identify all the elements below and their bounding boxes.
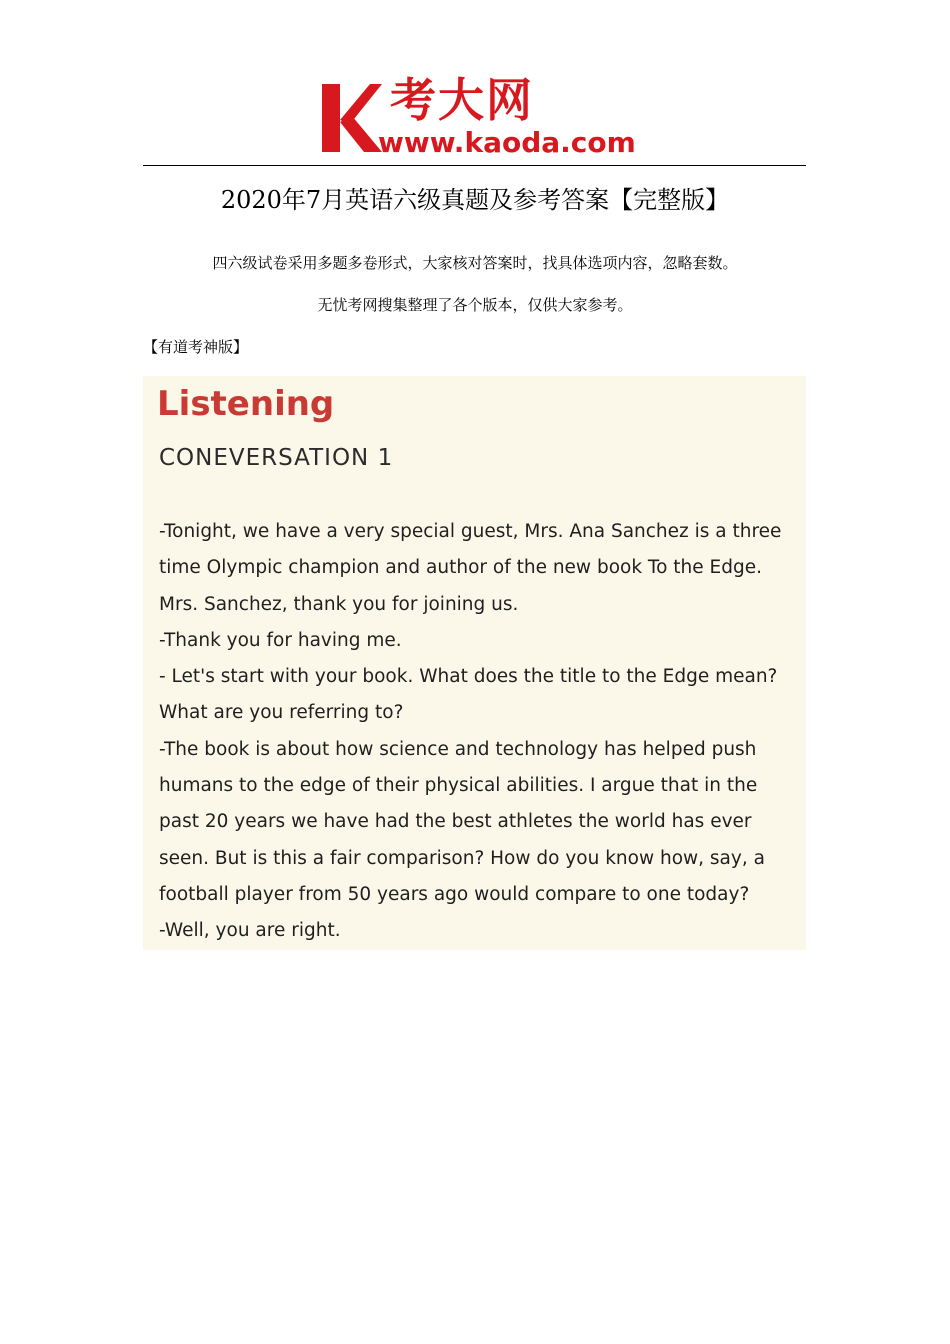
transcript-line: seen. But is this a fair comparison? How do you know how, say, a bbox=[159, 847, 765, 869]
transcript-line: humans to the edge of their physical abilities. I argue that in the bbox=[159, 775, 758, 797]
logo-k-mark-icon bbox=[320, 82, 382, 154]
transcript-line: -Thank you for having me. bbox=[159, 629, 402, 651]
transcript-text bbox=[159, 514, 799, 950]
note-sources: 无忧考网搜集整理了各个版本，仅供大家参考。 bbox=[317, 296, 633, 314]
transcript-line: past 20 years we have had the best athletes the world has ever bbox=[159, 811, 752, 833]
version-label: 【有道考神版】 bbox=[143, 338, 249, 356]
logo-url-text: www.kaoda.com bbox=[378, 126, 636, 159]
listening-transcript-panel bbox=[143, 376, 806, 950]
transcript-line: football player from 50 years ago would compare to one today? bbox=[159, 883, 750, 905]
page-title: 2020年7月英语六级真题及参考答案【完整版】 bbox=[220, 186, 730, 214]
transcript-line: -Well, you are right. bbox=[159, 920, 341, 942]
conversation-heading: CONEVERSATION 1 bbox=[159, 445, 394, 471]
note-answer-format: 四六级试卷采用多题多卷形式，大家核对答案时，找具体选项内容，忽略套数。 bbox=[212, 254, 738, 272]
header-divider bbox=[143, 165, 806, 166]
logo-chinese-text: 考大网 bbox=[390, 73, 534, 127]
transcript-line: -Tonight, we have a very special guest, Mrs. Ana Sanchez is a three bbox=[159, 521, 782, 542]
transcript-line: Mrs. Sanchez, thank you for joining us. bbox=[159, 593, 519, 615]
transcript-line: time Olympic champion and author of the new book To the Edge. bbox=[159, 557, 762, 579]
transcript-line: -The book is about how science and technology has helped push bbox=[159, 738, 757, 760]
kaoda-logo bbox=[320, 70, 640, 162]
transcript-line: What are you referring to? bbox=[159, 702, 404, 724]
transcript-line: - Let's start with your book. What does the title to the Edge mean? bbox=[159, 666, 778, 688]
listening-heading: Listening bbox=[157, 384, 335, 424]
